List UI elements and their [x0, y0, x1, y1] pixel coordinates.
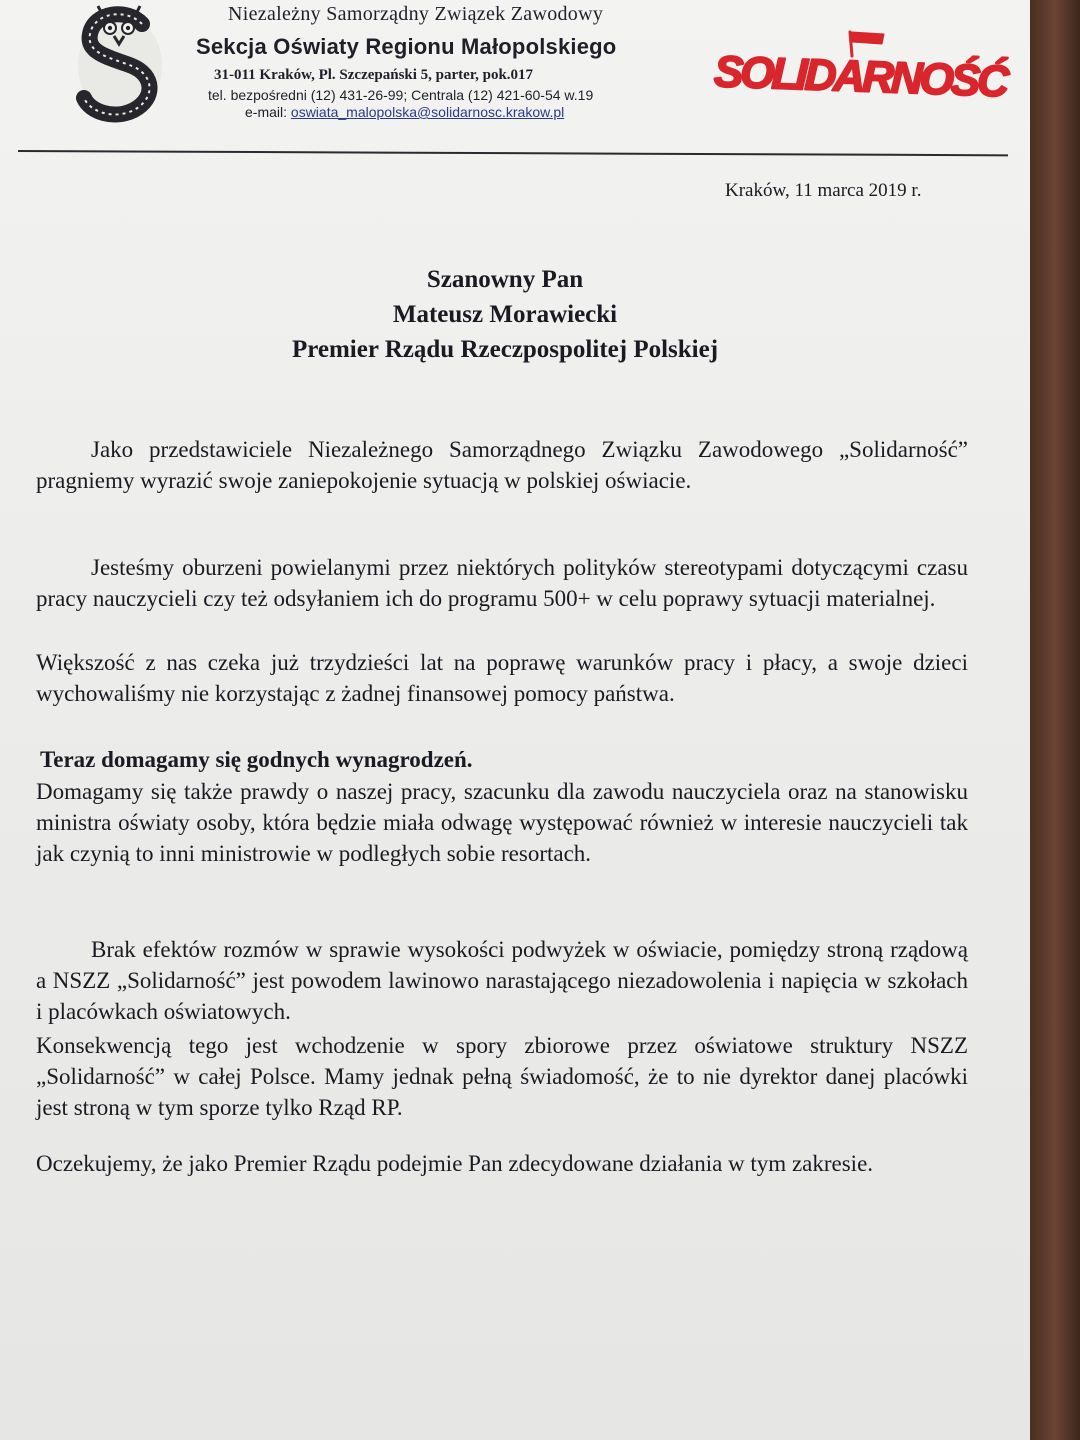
owl-s-emblem-icon [72, 6, 167, 121]
addressee-title: Premier Rządu Rzeczpospolitej Polskiej [291, 336, 719, 363]
paragraph-8: Oczekujemy, że jako Premier Rządu podejmie Pan zdecydowane działania w tym zakresie. [36, 1151, 874, 1176]
phone-line: tel. bezpośredni (12) 431-26-99; Centrala (12) 421-60-54 w.19 [208, 87, 594, 103]
solidarnosc-logo-icon [712, 26, 1007, 107]
logo-lettering: SOLIDARNOŚĆ [713, 47, 1007, 107]
address-line: 31-011 Kraków, Pl. Szczepański 5, parter, pok.017 [214, 67, 534, 83]
email-line [245, 104, 564, 120]
union-name: Niezależny Samorządny Związek Zawodowy [228, 3, 604, 25]
paragraph-1: Jako przedstawiciele Niezależnego Samorządnego Związku Zawodowego „Solidarność” pragniemy wyrazić swoje zaniepokojenie sytuacją w polskiej oświacie. [36, 437, 968, 493]
section-name: Sekcja Oświaty Regionu Małopolskiego [196, 34, 617, 59]
addressee-name: Mateusz Morawiecki [392, 301, 618, 328]
email-link[interactable]: oswiata_malopolska@solidarnosc.krakow.pl [290, 104, 565, 120]
addressee-salutation: Szanowny Pan [426, 266, 584, 293]
paragraph-7: Konsekwencją tego jest wchodzenie w spory zbiorowe przez oświatowe struktury NSZZ „Solidarność” w całej Polsce. Mamy jednak pełną świadomość, że to nie dyrektor danej placówki jest stroną w tym sporze tylko Rząd RP. [36, 1033, 968, 1120]
header-divider [18, 150, 1008, 156]
letter-date: Kraków, 11 marca 2019 r. [725, 180, 922, 201]
addressee-block [180, 262, 830, 367]
paragraph-3: Większość z nas czeka już trzydzieści lat na poprawę warunków pracy i płacy, a swoje dzieci wychowaliśmy nie korzystając z żadnej finansowej pomocy państwa. [36, 650, 968, 706]
table-surface [1030, 0, 1080, 1440]
email-label: e-mail: [245, 104, 291, 120]
paragraph-2: Jesteśmy oburzeni powielanymi przez niektórych polityków stereotypami dotyczącymi czasu pracy nauczycieli czy też odsyłaniem ich do programu 500+ w celu poprawy sytuacji materialnej. [36, 555, 968, 611]
paragraph-5: Domagamy się także prawdy o naszej pracy, szacunku dla zawodu nauczyciela oraz na stanowisku ministra oświaty osoby, która będzie miała odwagę występować również w interesie nauczycieli tak jak czynią to inni ministrowie w podległych sobie resortach. [36, 779, 968, 866]
paragraph-6: Brak efektów rozmów w sprawie wysokości podwyżek w oświacie, pomiędzy stroną rządową a NSZZ „Solidarność” jest powodem lawinowo narastającego niezadowolenia i napięcia w szkołach i placówkach oświatowych. [36, 937, 968, 1024]
paragraph-4-emphasis: Teraz domagamy się godnych wynagrodzeń. [40, 747, 473, 772]
